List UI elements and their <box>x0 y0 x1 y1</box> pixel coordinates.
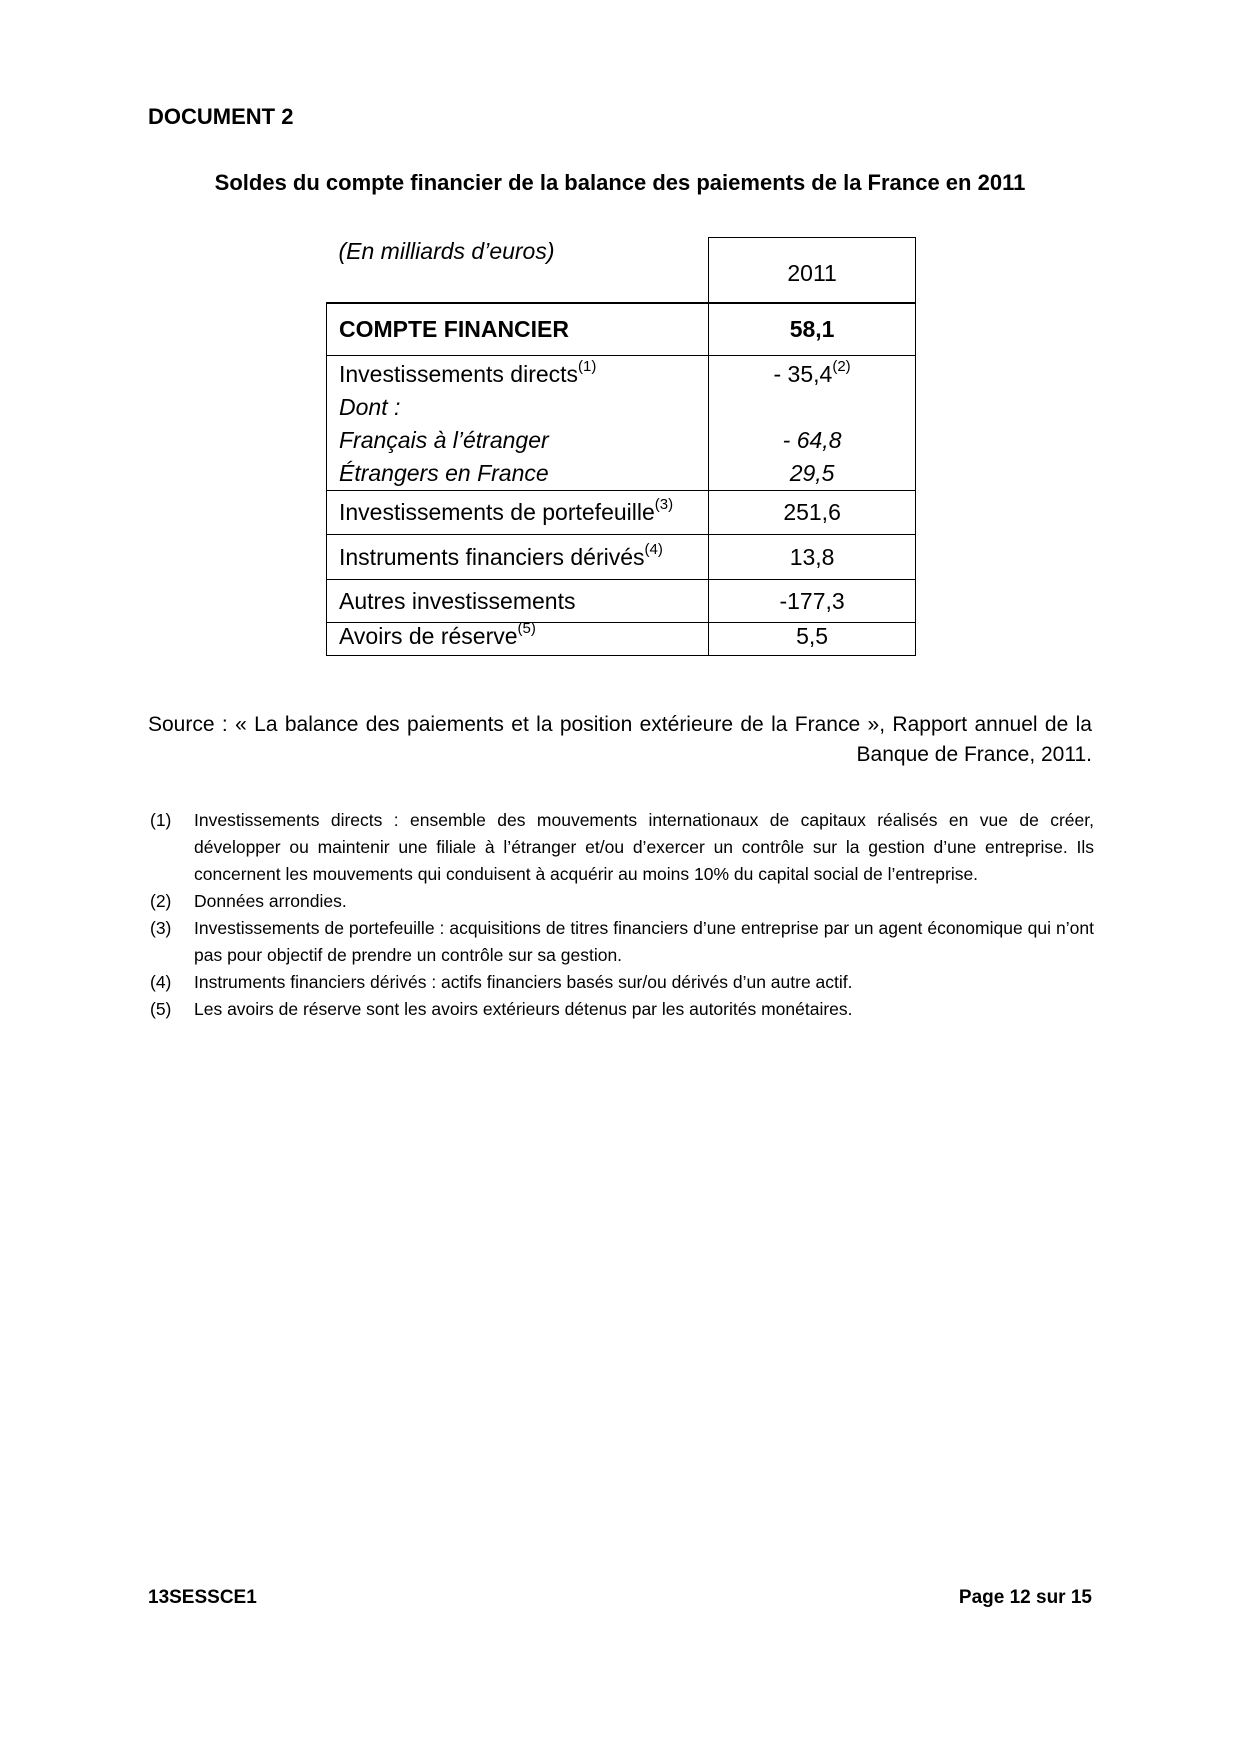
derivatives-ref: (4) <box>644 540 663 558</box>
direct-investment-value: - 35,4 <box>773 361 833 387</box>
footnote-text: Les avoirs de réserve sont les avoirs extérieurs détenus par les autorités monétaires. <box>194 999 853 1019</box>
reserves-ref: (5) <box>517 620 536 638</box>
year-header: 2011 <box>709 238 916 304</box>
table-row-reserves <box>327 623 916 656</box>
financial-account-table <box>326 237 916 656</box>
total-label: COMPTE FINANCIER <box>327 303 709 356</box>
footer-code: 13SESSCE1 <box>148 1587 257 1608</box>
derivatives-label-cell <box>327 535 709 580</box>
footnote-item <box>150 807 1094 888</box>
footnote-item <box>150 996 1094 1023</box>
total-value: 58,1 <box>709 303 916 356</box>
footnotes-list <box>150 807 1094 1023</box>
portfolio-value: 251,6 <box>709 491 916 535</box>
dont-label: Dont : <box>339 394 401 420</box>
footnote-text: Instruments financiers dérivés : actifs financiers basés sur/ou dérivés d’un autre actif. <box>194 972 853 992</box>
footnote-number: (3) <box>150 918 172 938</box>
reserves-value: 5,5 <box>709 623 916 656</box>
document-label: DOCUMENT 2 <box>148 104 294 129</box>
table-row-direct-investment <box>327 356 916 491</box>
footnote-number: (4) <box>150 972 172 992</box>
footnote-text: Investissements de portefeuille : acquisitions de titres financiers d’une entreprise par un agent économique qui n’ont pas pour objectif de prendre un contrôle sur sa gestion. <box>194 918 1094 965</box>
footer-page-number: Page 12 sur 15 <box>958 1587 1092 1608</box>
footnote-number: (5) <box>150 999 172 1019</box>
footnote-item <box>150 969 1094 996</box>
derivatives-value: 13,8 <box>709 535 916 580</box>
portfolio-ref: (3) <box>654 496 674 514</box>
footnote-text: Données arrondies. <box>194 891 347 911</box>
derivatives-label: Instruments financiers dérivés <box>339 543 645 570</box>
portfolio-label: Investissements de portefeuille <box>339 499 655 525</box>
direct-investment-cell <box>327 356 709 491</box>
reserves-label-cell <box>327 620 709 656</box>
other-investments-label: Autres investissements <box>327 580 709 623</box>
french-abroad-value: - 64,8 <box>782 427 842 453</box>
portfolio-label-cell <box>327 491 709 535</box>
document-title: Soldes du compte financier de la balance des paiements de la France en 2011 <box>214 170 1026 195</box>
table-row-portfolio <box>327 491 916 535</box>
footnote-number: (2) <box>150 891 172 911</box>
table-header-row <box>327 238 916 304</box>
footnote-item <box>150 888 1094 915</box>
table-row-other-investments <box>327 580 916 623</box>
unit-label: (En milliards d’euros) <box>338 237 555 264</box>
footnote-text: Investissements directs : ensemble des mouvements internationaux de capitaux réalisés en vue de créer, développer ou maintenir une filiale à l’étranger et/ou d’exercer un contrôle sur la gestion d’une entreprise. Ils concernent les mouvements qui conduisent à acquérir au moins 10% du capital social de l’entreprise. <box>194 810 1094 884</box>
source-citation: Source : « La balance des paiements et la position extérieure de la France », Rapport annuel de la Banque de France, 2011. <box>148 713 1092 766</box>
direct-investment-values-cell <box>709 356 916 491</box>
reserves-label: Avoirs de réserve <box>339 623 518 649</box>
table-row-derivatives <box>327 535 916 580</box>
foreigners-value: 29,5 <box>789 460 835 486</box>
french-abroad-label: Français à l’étranger <box>339 427 549 453</box>
other-investments-value: -177,3 <box>709 580 916 623</box>
direct-investment-value-ref: (2) <box>832 358 851 376</box>
table-row-total <box>327 303 916 356</box>
footnote-number: (1) <box>150 810 172 830</box>
direct-investment-label: Investissements directs <box>339 361 579 387</box>
direct-investment-ref: (1) <box>578 358 597 376</box>
footnote-item <box>150 915 1094 969</box>
foreigners-label: Étrangers en France <box>339 460 549 486</box>
